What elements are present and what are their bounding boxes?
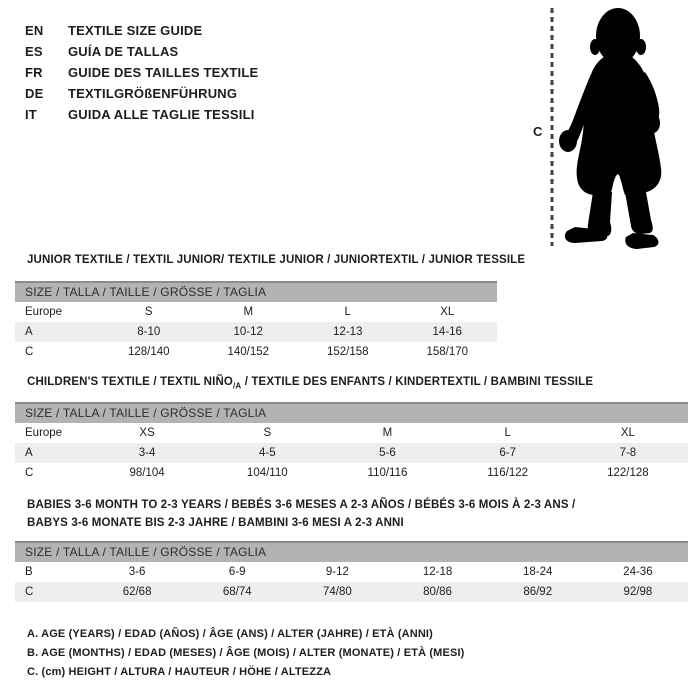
- children-section-title: [27, 373, 593, 395]
- table-cell: 86/92: [523, 586, 553, 598]
- footnote-b: B. AGE (MONTHS) / EDAD (MESES) / ÂGE (MOIS) / ALTER (MONATE) / ETÀ (MESI): [27, 647, 465, 659]
- children-section-title-sub: /A: [233, 381, 242, 391]
- table-cell: S: [144, 306, 153, 318]
- children-section-title-text: CHILDREN'S TEXTILE / TEXTIL NIÑO: [27, 376, 234, 388]
- table-cell: 152/158: [326, 346, 369, 358]
- table-cell: 62/68: [122, 586, 152, 598]
- toddler-silhouette-icon: [555, 0, 700, 260]
- height-measure-label: C: [533, 124, 543, 139]
- language-title: TEXTILE SIZE GUIDE: [68, 23, 203, 38]
- table-cell: 9-12: [325, 566, 349, 578]
- footnote-a: A. AGE (YEARS) / EDAD (AÑOS) / ÂGE (ANS) / ALTER (JAHRE) / ETÀ (ANNI): [27, 628, 433, 640]
- language-title: GUÍA DE TALLAS: [68, 44, 179, 59]
- babies-section-title-line1: BABIES 3-6 MONTH TO 2-3 YEARS / BEBÉS 3-6 MESES A 2-3 AÑOS / BÉBÉS 3-6 MOIS À 2-3 ANS /: [27, 499, 576, 511]
- table-cell: 10-12: [233, 326, 263, 338]
- size-header-text: SIZE / TALLA / TAILLE / GRÖSSE / TAGLIA: [25, 406, 267, 420]
- row-label: B: [25, 566, 33, 578]
- table-cell: S: [263, 427, 272, 439]
- language-row: [25, 62, 258, 83]
- table-cell: M: [382, 427, 393, 439]
- table-cell: 5-6: [379, 447, 396, 459]
- row-label: C: [25, 346, 34, 358]
- language-title: GUIDE DES TAILLES TEXTILE: [68, 65, 259, 80]
- legend-footnotes: [27, 625, 465, 682]
- table-cell: 14-16: [432, 326, 462, 338]
- table-cell: 98/104: [129, 467, 165, 479]
- table-cell: XL: [620, 427, 635, 439]
- table-cell: 122/128: [607, 467, 649, 479]
- language-code: FR: [25, 65, 43, 80]
- language-row: [25, 104, 258, 125]
- language-code: IT: [25, 107, 37, 122]
- table-cell: 6-7: [499, 447, 516, 459]
- table-row: [15, 322, 497, 342]
- table-cell: 12-18: [422, 566, 453, 578]
- language-title: GUIDA ALLE TAGLIE TESSILI: [68, 107, 255, 122]
- table-row: [15, 342, 497, 362]
- table-cell: 6-9: [228, 566, 246, 578]
- table-cell: 74/80: [323, 586, 352, 598]
- babies-section-title: [27, 496, 575, 532]
- table-cell: L: [504, 427, 511, 439]
- children-size-header-bar: [15, 402, 688, 423]
- table-cell: M: [243, 306, 254, 318]
- children-section-title-text: / TEXTILE DES ENFANTS / KINDERTEXTIL / BAMBINI TESSILE: [241, 376, 594, 388]
- table-cell: 92/98: [623, 586, 653, 598]
- table-row: [15, 423, 688, 443]
- language-code: ES: [25, 44, 43, 59]
- table-cell: 12-13: [333, 326, 363, 338]
- language-title-list: [25, 20, 258, 125]
- table-cell: 110/116: [367, 467, 408, 479]
- table-cell: XL: [440, 306, 455, 318]
- language-code: DE: [25, 86, 44, 101]
- table-cell: 158/170: [426, 346, 469, 358]
- table-cell: 68/74: [222, 586, 252, 598]
- table-cell: L: [344, 306, 351, 318]
- babies-section-title-line2: BABYS 3-6 MONATE BIS 2-3 JAHRE / BAMBINI 3-6 MESI A 2-3 ANNI: [27, 517, 404, 529]
- table-cell: 140/152: [227, 346, 270, 358]
- babies-size-header-bar: [15, 541, 688, 562]
- table-row: [15, 562, 688, 582]
- language-row: [25, 41, 258, 62]
- table-cell: 8-10: [137, 326, 161, 338]
- row-label: Europe: [25, 306, 63, 318]
- size-header-text: SIZE / TALLA / TAILLE / GRÖSSE / TAGLIA: [25, 285, 267, 299]
- size-header-text: SIZE / TALLA / TAILLE / GRÖSSE / TAGLIA: [25, 545, 267, 559]
- babies-size-table: [15, 562, 688, 602]
- table-cell: 7-8: [619, 447, 637, 459]
- language-title: TEXTILGRÖßENFÜHRUNG: [68, 86, 238, 101]
- language-code: EN: [25, 23, 44, 38]
- row-label: Europe: [25, 427, 63, 439]
- table-cell: 18-24: [522, 566, 553, 578]
- junior-size-table: [15, 302, 497, 362]
- language-row: [25, 20, 258, 41]
- table-cell: 3-4: [138, 447, 156, 459]
- table-row: [15, 302, 497, 322]
- table-cell: 24-36: [623, 566, 653, 578]
- children-size-table: [15, 423, 688, 483]
- row-label: C: [25, 467, 34, 479]
- table-cell: 4-5: [258, 447, 276, 459]
- footnote-c: C. (cm) HEIGHT / ALTURA / HAUTEUR / HÖHE / ALTEZZA: [27, 666, 332, 678]
- table-cell: 104/110: [246, 467, 288, 479]
- table-row: [15, 463, 688, 483]
- table-cell: 3-6: [128, 566, 146, 578]
- language-row: [25, 83, 258, 104]
- row-label: A: [25, 447, 33, 459]
- table-cell: 116/122: [487, 467, 529, 479]
- junior-section-title-text: JUNIOR TEXTILE / TEXTIL JUNIOR/ TEXTILE JUNIOR / JUNIORTEXTIL / JUNIOR TESSILE: [27, 254, 526, 266]
- table-cell: XS: [139, 427, 155, 439]
- table-cell: 128/140: [127, 346, 170, 358]
- junior-section-title: [27, 251, 525, 269]
- table-cell: 80/86: [423, 586, 452, 598]
- row-label: A: [25, 326, 33, 338]
- table-row: [15, 443, 688, 463]
- row-label: C: [25, 586, 34, 598]
- table-row: [15, 582, 688, 602]
- junior-size-header-bar: [15, 281, 497, 302]
